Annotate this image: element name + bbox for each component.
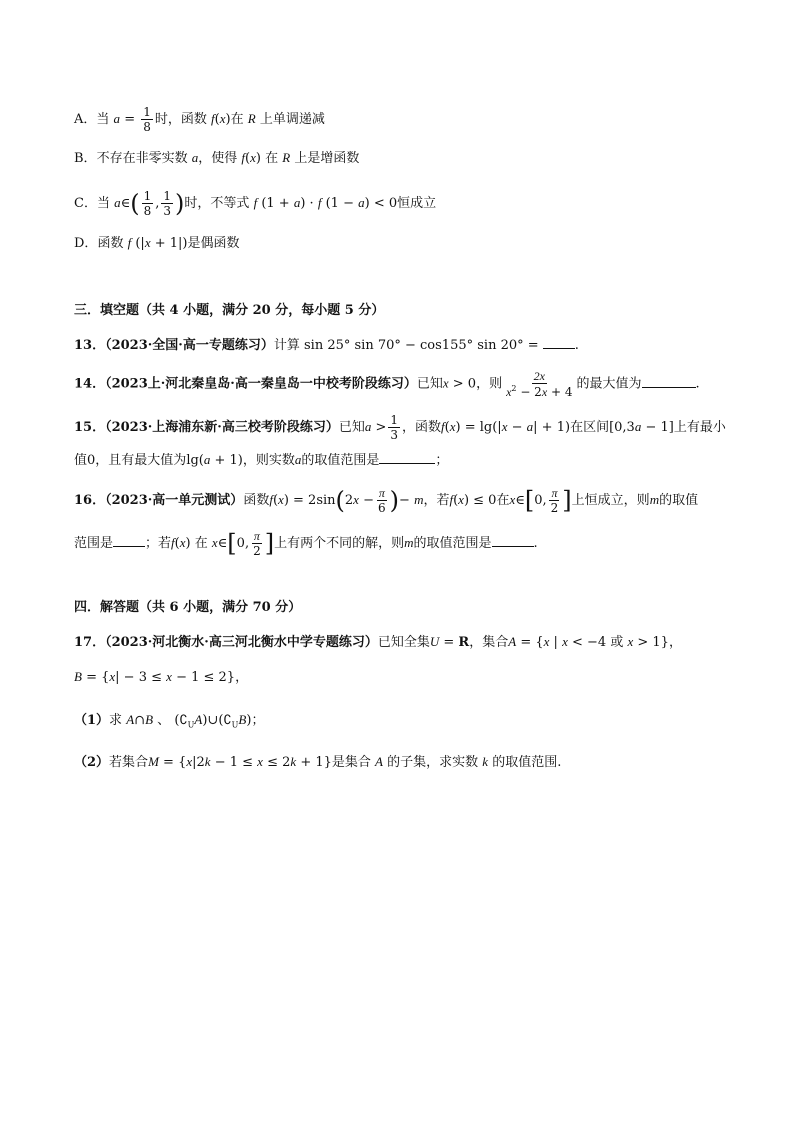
option-b-text-2: ，使得 <box>198 151 238 166</box>
q17-part1-text-2: 、 <box>157 713 171 728</box>
q16-text-4: 上恒成立，则 <box>571 493 650 508</box>
q16-source: （2023·高一单元测试） <box>105 493 244 508</box>
section-3-heading: 三．填空题（共 4 小题，满分 20 分，每小题 5 分） <box>74 303 385 318</box>
q17-number: 17． <box>74 635 106 650</box>
q17-part2-label: （2） <box>74 755 110 770</box>
q15-text-5: 值 <box>74 453 88 468</box>
q17-text-1: 已知全集 <box>377 635 430 650</box>
option-a-text-3: 在 <box>230 112 244 127</box>
q13-answer-blank[interactable] <box>543 336 575 349</box>
q13-number: 13． <box>74 338 106 353</box>
question-17-part-1: （1）求 A∩B 、 $(∁_UA)\cup(∁_UB)$； <box>74 712 265 730</box>
question-17: 17．（2023·河北衡水·高三河北衡水中学专题练习）已知全集U = R，集合A = {x | x < −4 或 x > 1}， <box>74 634 682 650</box>
q15-text-8: 的取值范围是 <box>301 453 380 468</box>
option-d: D．函数 f (|x + 1|)是偶函数 <box>74 235 240 251</box>
q16-text-8: 在 <box>194 536 208 551</box>
option-a-text-2: 时，函数 <box>154 112 207 127</box>
q14-period: . <box>695 376 700 392</box>
section-4-heading: 四．解答题（共 6 小题，满分 70 分） <box>74 600 302 615</box>
q15-text-7: ，则实数 <box>242 453 295 468</box>
q16-text-5: 的取值 <box>659 493 699 508</box>
option-c-text-1: 当 <box>96 196 110 211</box>
q15-text-3: 在区间 <box>570 420 610 435</box>
question-15: 15．（2023·上海浦东新·高三校考阶段练习）已知a > $\frac{1}{3}$ ，函数f(x) = lg(|x − a| + 1)在区间[0,3a − 1]上有最小 <box>74 413 726 442</box>
question-15-cont: 值0，且有最大值为lg(a + 1)，则实数a的取值范围是 ； <box>74 452 449 468</box>
option-a-math-1: a <box>113 111 121 126</box>
q17-part2-text-4: 的取值范围. <box>492 755 562 770</box>
q16-answer-blank-2[interactable] <box>492 534 534 547</box>
q14-text-2: ，则 <box>476 376 503 392</box>
option-d-text-1: 函数 <box>97 236 124 251</box>
q17-part2-text-3: 的子集，求实数 <box>387 755 479 770</box>
q17-part1-label: （1） <box>74 713 110 728</box>
q17-text-2: ，集合 <box>469 635 509 650</box>
q13-expression: sin 25° sin 70° − cos155° sin 20° = <box>303 338 539 353</box>
q15-source: （2023·上海浦东新·高三校考阶段练习） <box>105 420 339 435</box>
q15-text-4: 上有最小 <box>673 420 726 435</box>
q17-text-3: ， <box>668 635 682 650</box>
question-13 <box>74 336 579 356</box>
q16-number: 16． <box>74 493 106 508</box>
q17-part1-text-1: 求 <box>109 713 123 728</box>
question-17-part-2: （2）若集合M = {x|2k − 1 ≤ x ≤ 2k + 1}是集合 A 的子集，求实数 k 的取值范围. <box>74 754 562 770</box>
option-a-math-2: f <box>211 111 215 126</box>
q15-text-1: 已知 <box>338 420 365 435</box>
option-a-label: A． <box>74 112 97 127</box>
q15-text-6: ，且有最大值为 <box>95 453 187 468</box>
q14-fraction: $\frac{2x}{x^2 - 2x + 4}$ <box>506 369 573 399</box>
option-c-label: C． <box>74 196 97 211</box>
q16-text-10: 的取值范围是 <box>413 536 492 551</box>
q14-source: （2023上·河北秦皇岛·高一秦皇岛一中校考阶段练习） <box>105 376 417 392</box>
option-d-label: D． <box>74 236 98 251</box>
q15-text-9: ； <box>435 453 449 468</box>
q13-source: （2023·全国·高一专题练习） <box>105 338 274 353</box>
q16-text-7: ；若 <box>145 536 172 551</box>
q16-text-9: 上有两个不同的解，则 <box>274 536 405 551</box>
q16-answer-blank-1[interactable] <box>113 534 145 547</box>
q16-text-2: ，若 <box>423 493 450 508</box>
q17-part2-text-2: 是集合 <box>331 755 371 770</box>
fraction-one-eighth: $\frac{1}{8}$ <box>143 105 151 134</box>
q17-source: （2023·河北衡水·高三河北衡水中学专题练习） <box>105 635 378 650</box>
q16-text-1: 函数 <box>243 493 270 508</box>
q16-text-11: . <box>533 536 538 551</box>
q14-text-1: 已知 <box>416 376 443 392</box>
option-b-text-4: 上是增函数 <box>294 151 360 166</box>
q17-text-4: ， <box>235 670 249 685</box>
question-16-cont: 范围是 ；若f(x) 在 x∈[0, $\frac{\pi}{2}$ ]上有两个不同的解，则m的取值范围是 . <box>74 529 538 558</box>
q17-part1-text-3: ； <box>251 713 265 728</box>
option-a-text-4: 上单调递减 <box>259 112 325 127</box>
q16-text-3: 在 <box>496 493 510 508</box>
q15-text-2: ，函数 <box>402 420 442 435</box>
option-c-text-3: 恒成立 <box>397 196 437 211</box>
option-c-text-2: 时，不等式 <box>184 196 250 211</box>
option-c: C．当 a∈( $\frac{1}{8}$ , $\frac{1}{3}$ )时，不等式 f (1 + a) · f (1 − a) < 0恒成立 <box>74 189 437 218</box>
question-14: 14．（2023上·河北秦皇岛·高一秦皇岛一中校考阶段练习）已知x > 0，则 $\frac{2x}{x^2 - 2x + 4}$ 的最大值为 . <box>74 369 700 399</box>
option-b: B．不存在非零实数 a，使得 f(x) 在 R 上是增函数 <box>74 150 360 166</box>
q14-text-3: 的最大值为 <box>576 376 642 392</box>
option-b-text-1: 不存在非零实数 <box>96 151 188 166</box>
q14-answer-blank[interactable] <box>642 375 696 388</box>
q15-number: 15． <box>74 420 106 435</box>
q17-part2-text-1: 若集合 <box>109 755 149 770</box>
question-17-set-b: B = {x| − 3 ≤ x − 1 ≤ 2}， <box>74 669 249 685</box>
option-d-text-2: 是偶函数 <box>187 236 240 251</box>
option-a: A．当 a = $\frac{1}{8}$ 时，函数 f(x)在 R 上单调递减 <box>74 105 325 134</box>
q16-text-6: 范围是 <box>74 536 114 551</box>
option-b-label: B． <box>74 151 97 166</box>
q13-text-1: 计算 <box>273 338 300 353</box>
question-16: 16．（2023·高一单元测试）函数f(x) = 2sin(2x − $\frac{\pi}{6}$ )− m，若f(x) ≤ 0在x∈[0, $\frac{\pi}{2}$ ]上恒成立，则m的取值 <box>74 486 699 515</box>
q14-number: 14． <box>74 376 106 392</box>
q13-period: . <box>574 338 579 353</box>
option-b-text-3: 在 <box>265 151 279 166</box>
option-a-text-1: 当 <box>96 112 110 127</box>
q15-answer-blank[interactable] <box>379 451 435 464</box>
